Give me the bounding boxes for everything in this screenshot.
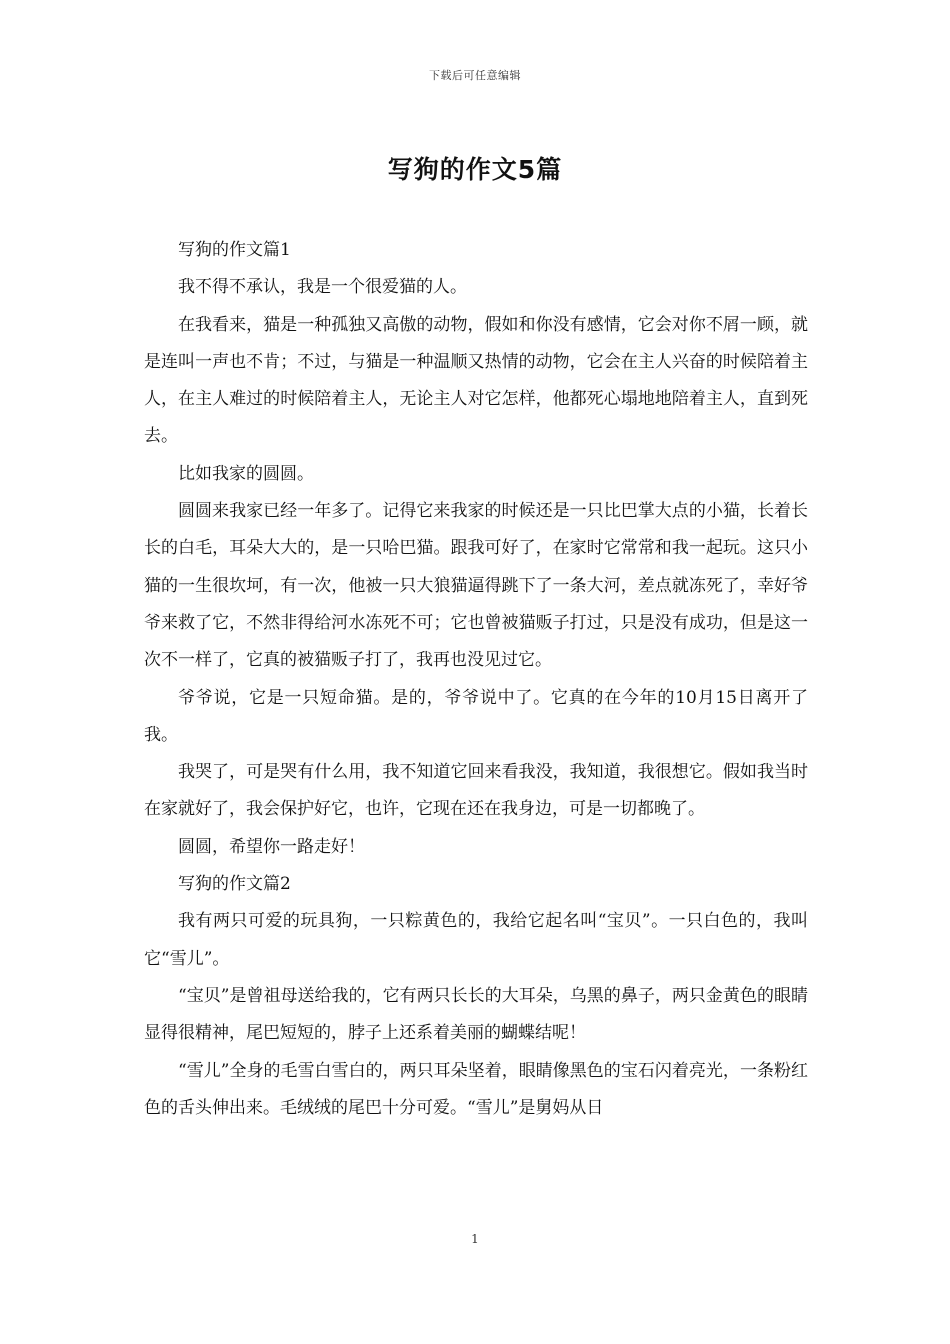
- paragraph: 我哭了，可是哭有什么用，我不知道它回来看我没，我知道，我很想它。假如我当时在家就好了，我会保护好它，也许，它现在还在我身边，可是一切都晚了。: [144, 762, 808, 820]
- paragraph: 在我看来，猫是一种孤独又高傲的动物，假如和你没有感情，它会对你不屑一顾，就是连叫一声也不肯；不过，与猫是一种温顺又热情的动物，它会在主人兴奋的时候陪着主人，在主人难过的时候陪着主人，无论主人对它怎样，他都死心塌地地陪着主人，直到死去。: [144, 314, 808, 447]
- paragraph: “雪儿”全身的毛雪白雪白的，两只耳朵坚着，眼睛像黑色的宝石闪着亮光，一条粉红色的舌头伸出来。毛绒绒的尾巴十分可爱。“雪儿”是舅妈从日: [144, 1060, 808, 1118]
- page-title: 写狗的作文5篇: [387, 155, 563, 184]
- page-header-note: 下载后可任意编辑: [429, 69, 521, 82]
- section-heading-1: 写狗的作文篇1: [178, 240, 291, 260]
- paragraph: “宝贝”是曾祖母送给我的，它有两只长长的大耳朵，乌黑的鼻子，两只金黄色的眼睛显得很精神，尾巴短短的，脖子上还系着美丽的蝴蝶结呢！: [144, 985, 808, 1044]
- paragraph: 我有两只可爱的玩具狗，一只粽黄色的，我给它起名叫“宝贝”。一只白色的，我叫它“雪儿”。: [144, 911, 808, 969]
- paragraph: 比如我家的圆圆。: [178, 463, 314, 484]
- paragraph: 爷爷说，它是一只短命猫。是的，爷爷说中了。它真的在今年的10月15日离开了我。: [144, 687, 808, 745]
- section-heading-2: 写狗的作文篇2: [178, 874, 291, 895]
- document-body: [144, 232, 808, 1127]
- paragraph: 圆圆来我家已经一年多了。记得它来我家的时候还是一只比巴掌大点的小猫，长着长长的白毛，耳朵大大的，是一只哈巴猫。跟我可好了，在家时它常常和我一起玩。这只小猫的一生很坎坷，有一次，他被一只大狼猫逼得跳下了一条大河，差点就冻死了，幸好爷爷来救了它，不然非得给河水冻死不可；它也曾被猫贩子打过，只是没有成功，但是这一次不一样了，它真的被猫贩子打了，我再也没见过它。: [144, 501, 808, 671]
- paragraph: 我不得不承认，我是一个很爱猫的人。: [178, 277, 467, 298]
- page-number: 1: [471, 1232, 479, 1246]
- paragraph: 圆圆，希望你一路走好！: [178, 836, 365, 857]
